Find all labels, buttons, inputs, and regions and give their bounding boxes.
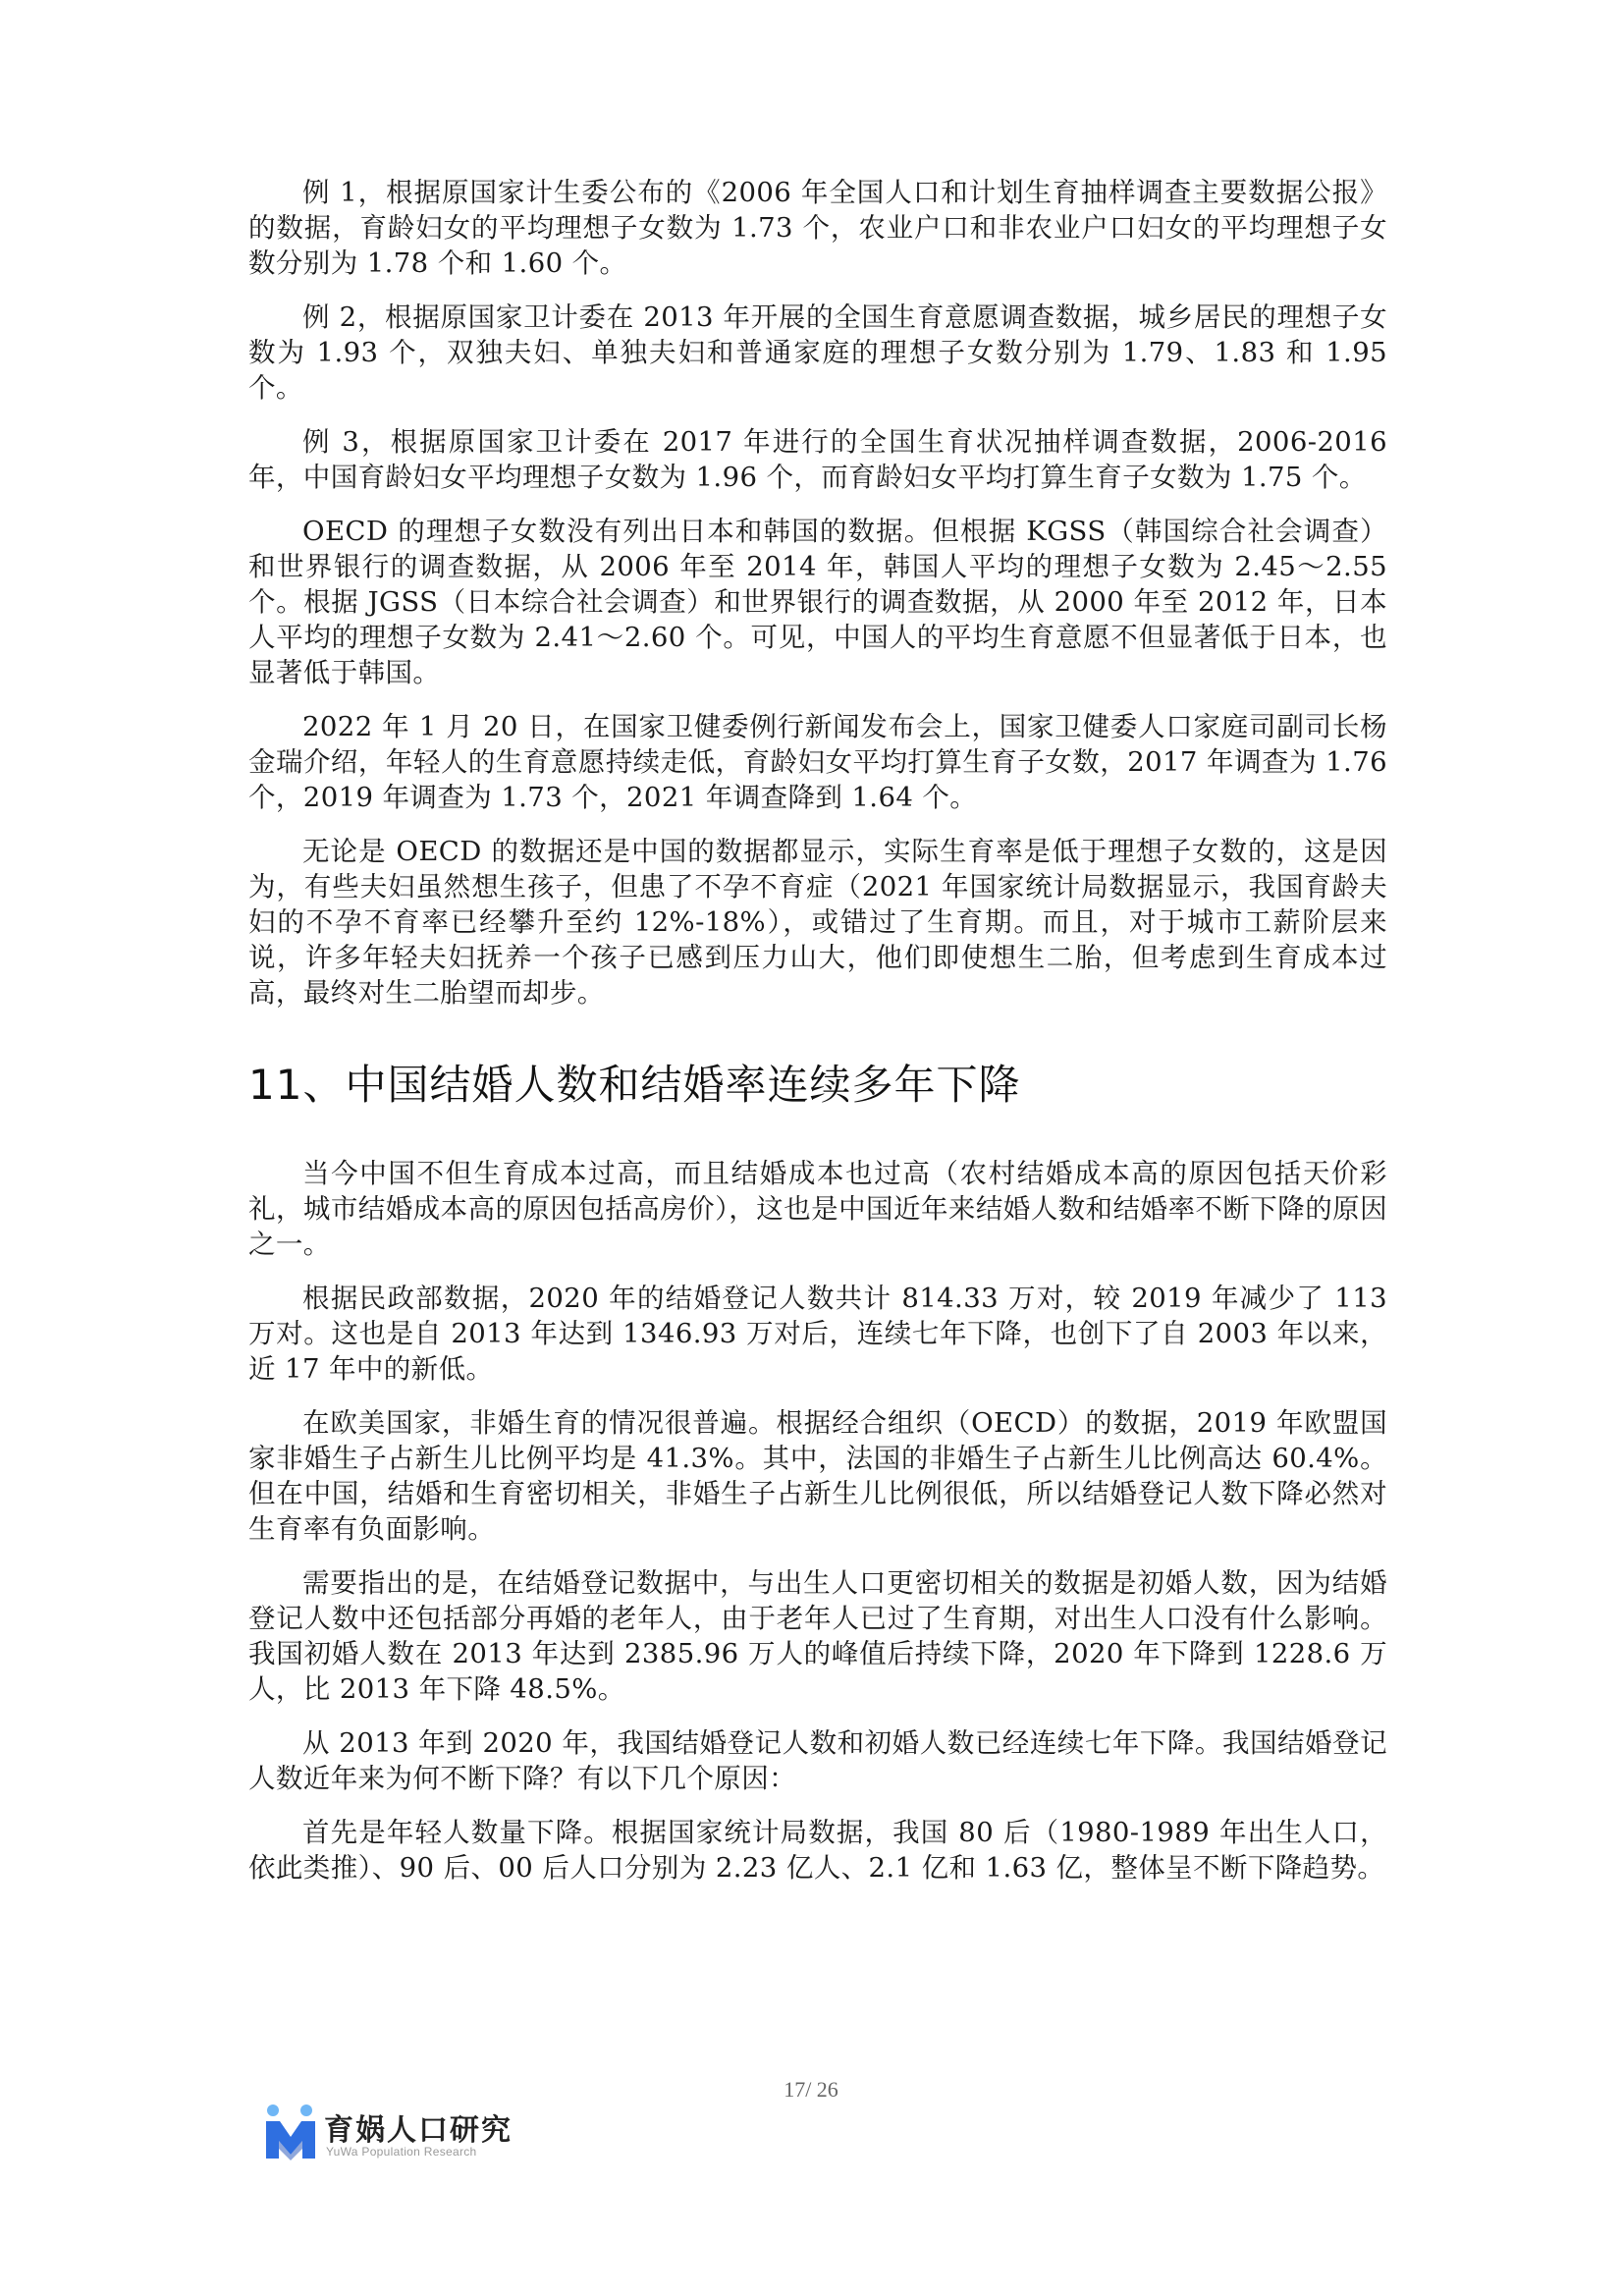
paragraph-example-3: 例 3，根据原国家卫计委在 2017 年进行的全国生育状况抽样调查数据，2006-2016 年，中国育龄妇女平均理想子女数为 1.96 个，而育龄妇女平均打算生育子女数为 1.75 个。 <box>248 426 1387 493</box>
paragraph-example-2: 例 2，根据原国家卫计委在 2013 年开展的全国生育意愿调查数据，城乡居民的理想子女数为 1.93 个，双独夫妇、单独夫妇和普通家庭的理想子女数分别为 1.79、1.83 和 1.95 个。 <box>248 301 1387 404</box>
paragraph-fertility-gap: 无论是 OECD 的数据还是中国的数据都显示，实际生育率是低于理想子女数的，这是因为，有些夫妇虽然想生孩子，但患了不孕不育症（2021 年国家统计局数据显示，我国育龄夫妇的不孕不育率已经攀升至约 12%-18%），或错过了生育期。而且，对于城市工薪阶层来说，许多年轻夫妇抚养一个孩子已感到压力山大，他们即使想生二胎，但考虑到生育成本过高，最终对生二胎望而却步。 <box>248 836 1387 1009</box>
paragraph-seven-year-decline: 从 2013 年到 2020 年，我国结婚登记人数和初婚人数已经连续七年下降。我国结婚登记人数近年来为何不断下降？有以下几个原因： <box>248 1727 1387 1794</box>
logo-name-en: YuWa Population Research <box>326 2145 477 2159</box>
page-content <box>248 175 1387 1904</box>
paragraph-young-population: 首先是年轻人数量下降。根据国家统计局数据，我国 80 后（1980-1989 年出生人口，依此类推）、90 后、00 后人口分别为 2.23 亿人、2.1 亿和 1.63 亿，整体呈不断下降趋势。 <box>248 1817 1387 1884</box>
paragraph-nonmarital-births: 在欧美国家，非婚生育的情况很普遍。根据经合组织（OECD）的数据，2019 年欧盟国家非婚生子占新生儿比例平均是 41.3%。其中，法国的非婚生子占新生儿比例高达 60.4%。但在中国，结婚和生育密切相关，非婚生子占新生儿比例很低，所以结婚登记人数下降必然对生育率有负面影响。 <box>248 1407 1387 1545</box>
section-heading: 11、中国结婚人数和结婚率连续多年下降 <box>248 1061 1021 1109</box>
footer-logo <box>263 2102 518 2170</box>
paragraph-marriage-registrations: 根据民政部数据，2020 年的结婚登记人数共计 814.33 万对，较 2019 年减少了 113 万对。这也是自 2013 年达到 1346.93 万对后，连续七年下降，也创下了自 2003 年以来，近 17 年中的新低。 <box>248 1283 1387 1385</box>
paragraph-first-marriages: 需要指出的是，在结婚登记数据中，与出生人口更密切相关的数据是初婚人数，因为结婚登记人数中还包括部分再婚的老年人，由于老年人已过了生育期，对出生人口没有什么影响。我国初婚人数在 2013 年达到 2385.96 万人的峰值后持续下降，2020 年下降到 1228.6 万人，比 2013 年下降 48.5%。 <box>248 1567 1387 1705</box>
paragraph-example-1: 例 1，根据原国家计生委公布的《2006 年全国人口和计划生育抽样调查主要数据公报》的数据，育龄妇女的平均理想子女数为 1.73 个，农业户口和非农业户口妇女的平均理想子女数分别为 1.78 个和 1.60 个。 <box>248 177 1387 279</box>
paragraph-oecd-japan-korea: OECD 的理想子女数没有列出日本和韩国的数据。但根据 KGSS（韩国综合社会调查）和世界银行的调查数据，从 2006 年至 2014 年，韩国人平均的理想子女数为 2.45～2.55 个。根据 JGSS（日本综合社会调查）和世界银行的调查数据，从 2000 年至 2012 年，日本人平均的理想子女数为 2.41～2.60 个。可见，中国人的平均生育意愿不但显著低于日本，也显著低于韩国。 <box>248 516 1387 688</box>
logo-name-cn: 育娲人口研究 <box>324 2113 513 2148</box>
paragraph-marriage-cost: 当今中国不但生育成本过高，而且结婚成本也过高（农村结婚成本高的原因包括天价彩礼，城市结婚成本高的原因包括高房价），这也是中国近年来结婚人数和结婚率不断下降的原因之一。 <box>248 1158 1387 1260</box>
yuwa-logo-icon <box>263 2102 318 2160</box>
paragraph-nhc-press-conference: 2022 年 1 月 20 日，在国家卫健委例行新闻发布会上，国家卫健委人口家庭司副司长杨金瑞介绍，年轻人的生育意愿持续走低，育龄妇女平均打算生育子女数，2017 年调查为 1.76 个，2019 年调查为 1.73 个，2021 年调查降到 1.64 个。 <box>248 711 1387 813</box>
page-number: 17/ 26 <box>784 2077 838 2102</box>
